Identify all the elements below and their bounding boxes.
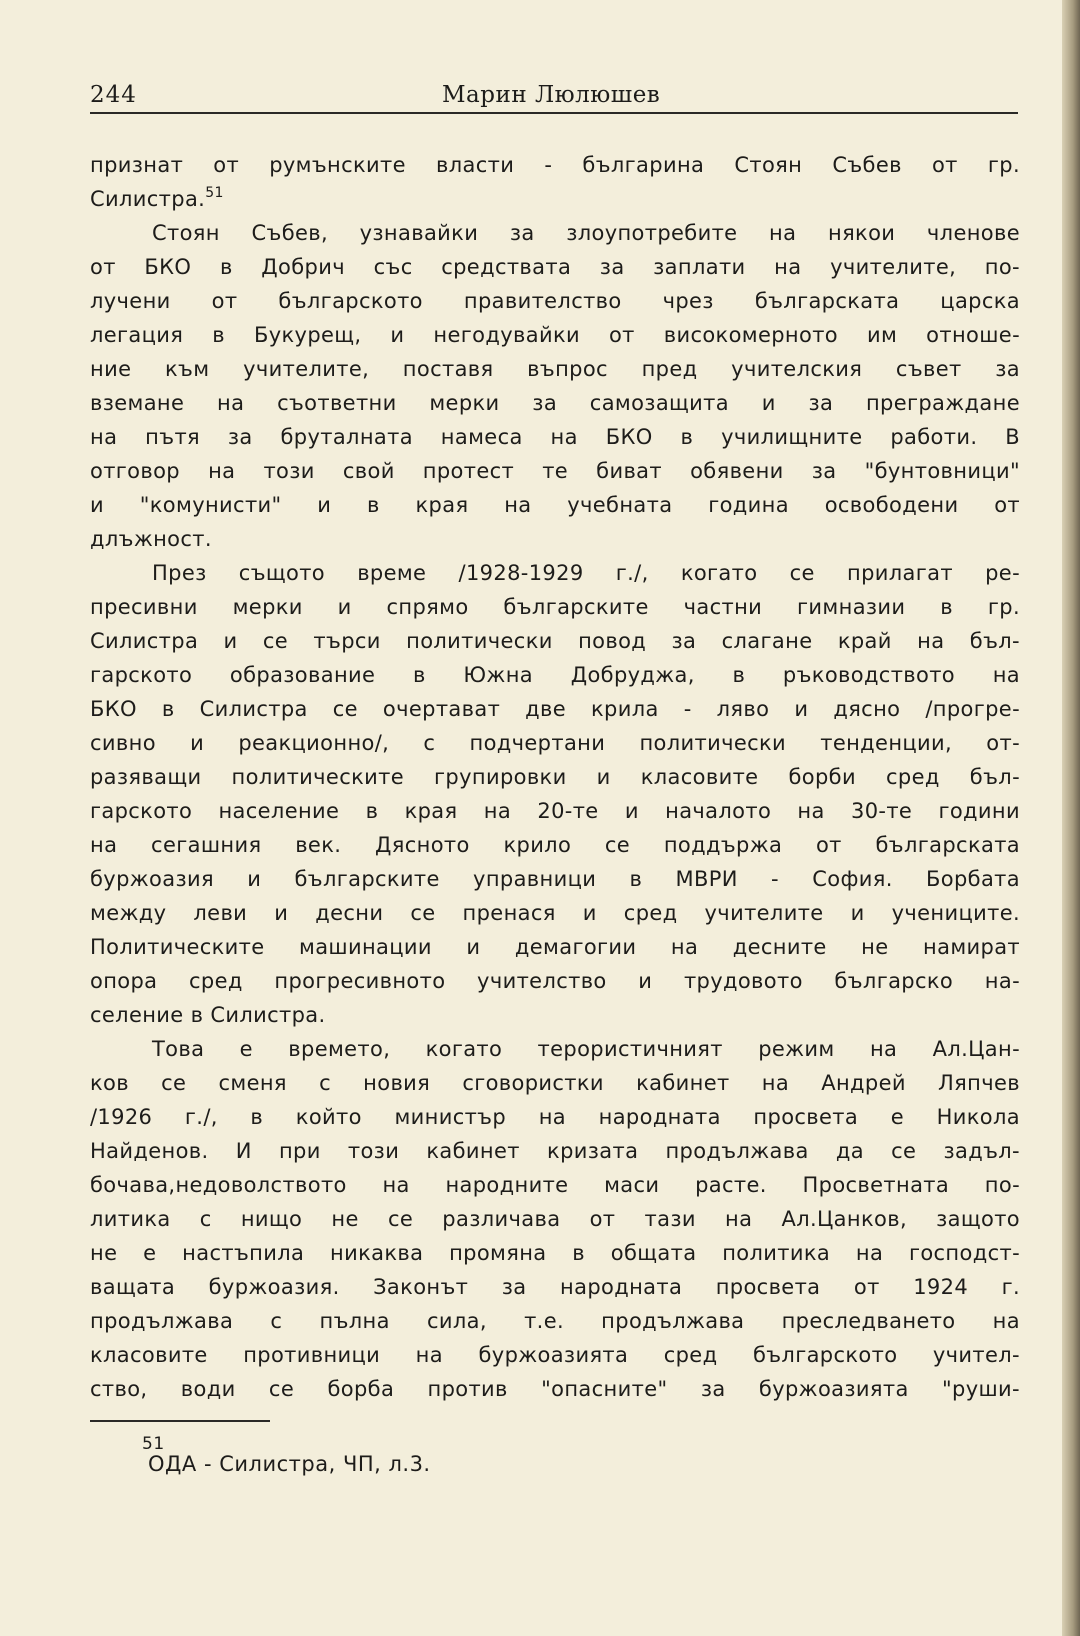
line-text: длъжност. xyxy=(90,527,212,551)
text-line xyxy=(90,250,1020,284)
text-line xyxy=(90,862,1020,896)
line-text: ство, води се борба против "опасните" за буржоазията "руши- xyxy=(90,1377,1020,1401)
text-line xyxy=(90,1066,1020,1100)
text-line xyxy=(90,998,1020,1032)
text-line xyxy=(90,522,1020,556)
line-text: /1926 г./, в който министър на народната просвета е Никола xyxy=(90,1105,1020,1129)
text-line xyxy=(90,692,1020,726)
line-text: на пътя за бруталната намеса на БКО в училищните работи. В xyxy=(90,425,1020,449)
line-text: на сегашния век. Дясното крило се поддържа от българската xyxy=(90,833,1020,857)
text-line xyxy=(90,148,1020,182)
text-line xyxy=(90,488,1020,522)
text-line xyxy=(90,1168,1020,1202)
text-line xyxy=(90,964,1020,998)
footnote xyxy=(142,1434,431,1476)
text-line xyxy=(90,386,1020,420)
line-text: от БКО в Добрич със средствата за заплати на учителите, по- xyxy=(90,255,1020,279)
text-line xyxy=(90,1338,1020,1372)
body-text xyxy=(90,148,1020,1406)
text-line xyxy=(90,1270,1020,1304)
line-text: гарското население в края на 20-те и началото на 30-те години xyxy=(90,799,1020,823)
book-spine-shadow xyxy=(1062,0,1080,1636)
line-text: ващата буржоазия. Законът за народната просвета от 1924 г. xyxy=(90,1275,1020,1299)
text-line xyxy=(90,726,1020,760)
page-number: 244 xyxy=(90,82,137,108)
line-text: Найденов. И при този кабинет кризата продължава да се задъл- xyxy=(90,1139,1020,1163)
line-text: признат от румънските власти - българина Стоян Събев от гр. xyxy=(90,153,1020,177)
line-text: Силистра и се търси политически повод за слагане край на бъл- xyxy=(90,629,1020,653)
line-text: продължава с пълна сила, т.е. продължава преследването на xyxy=(90,1309,1020,1333)
text-line xyxy=(90,1202,1020,1236)
line-text: вземане на съответни мерки за самозащита и за преграждане xyxy=(90,391,1020,415)
line-text: селение в Силистра. xyxy=(90,1003,326,1027)
text-line xyxy=(90,182,1020,216)
header-rule xyxy=(90,112,1018,114)
line-text: не е настъпила никаква промяна в общата политика на господст- xyxy=(90,1241,1020,1265)
line-text: Това е времето, когато терористичният режим на Ал.Цан- xyxy=(152,1037,1020,1061)
line-text: и "комунисти" и в края на учебната година освободени от xyxy=(90,493,1020,517)
line-text: Стоян Събев, узнавайки за злоупотребите на някои членове xyxy=(152,221,1020,245)
footnote-marker: 51 xyxy=(142,1434,165,1454)
line-text: опора сред прогресивното учителство и трудовото българско на- xyxy=(90,969,1020,993)
text-line xyxy=(90,1032,1020,1066)
text-line xyxy=(90,590,1020,624)
running-head: Марин Люлюшев xyxy=(442,82,661,108)
text-line xyxy=(90,658,1020,692)
text-line xyxy=(90,1236,1020,1270)
text-line xyxy=(90,420,1020,454)
line-text: През същото време /1928-1929 г./, когато се прилагат ре- xyxy=(152,561,1020,585)
line-text: Силистра. xyxy=(90,187,206,211)
text-line xyxy=(90,896,1020,930)
text-line xyxy=(90,760,1020,794)
line-text: бочава,недоволството на народните маси расте. Просветната по- xyxy=(90,1173,1020,1197)
text-line xyxy=(90,1134,1020,1168)
line-text: буржоазия и българските управници в МВРИ - София. Борбата xyxy=(90,867,1020,891)
text-line xyxy=(90,284,1020,318)
line-text: между леви и десни се пренася и сред учителите и учениците. xyxy=(90,901,1020,925)
line-text: отговор на този свой протест те биват обявени за "бунтовници" xyxy=(90,459,1020,483)
line-text: класовите противници на буржоазията сред българското учител- xyxy=(90,1343,1020,1367)
text-line xyxy=(90,794,1020,828)
line-text: лучени от българското правителство чрез българската царска xyxy=(90,289,1020,313)
text-line xyxy=(90,930,1020,964)
text-line xyxy=(90,1100,1020,1134)
text-line xyxy=(90,216,1020,250)
page-header xyxy=(90,82,1018,118)
line-text: БКО в Силистра се очертават две крила - ляво и дясно /прогре- xyxy=(90,697,1020,721)
text-line xyxy=(90,1372,1020,1406)
line-text: Политическите машинации и демагогии на десните не намират xyxy=(90,935,1020,959)
line-text: литика с нищо не се различава от тази на Ал.Цанков, защото xyxy=(90,1207,1020,1231)
line-text: ков се сменя с новия сговористки кабинет на Андрей Ляпчев xyxy=(90,1071,1020,1095)
text-line xyxy=(90,556,1020,590)
text-line xyxy=(90,454,1020,488)
text-line xyxy=(90,1304,1020,1338)
text-line xyxy=(90,318,1020,352)
footnote-separator xyxy=(90,1420,270,1422)
line-text: ние към учителите, поставя въпрос пред учителския съвет за xyxy=(90,357,1020,381)
text-line xyxy=(90,624,1020,658)
footnote-text: ОДА - Силистра, ЧП, л.3. xyxy=(148,1452,431,1476)
line-text: пресивни мерки и спрямо българските частни гимназии в гр. xyxy=(90,595,1020,619)
line-text: разяващи политическите групировки и класовите борби сред бъл- xyxy=(90,765,1020,789)
line-text: легация в Букурещ, и негодувайки от високомерното им отноше- xyxy=(90,323,1020,347)
footnote-reference: 51 xyxy=(205,185,224,201)
line-text: сивно и реакционно/, с подчертани политически тенденции, от- xyxy=(90,731,1020,755)
text-line xyxy=(90,828,1020,862)
line-text: гарското образование в Южна Добруджа, в ръководството на xyxy=(90,663,1020,687)
text-line xyxy=(90,352,1020,386)
